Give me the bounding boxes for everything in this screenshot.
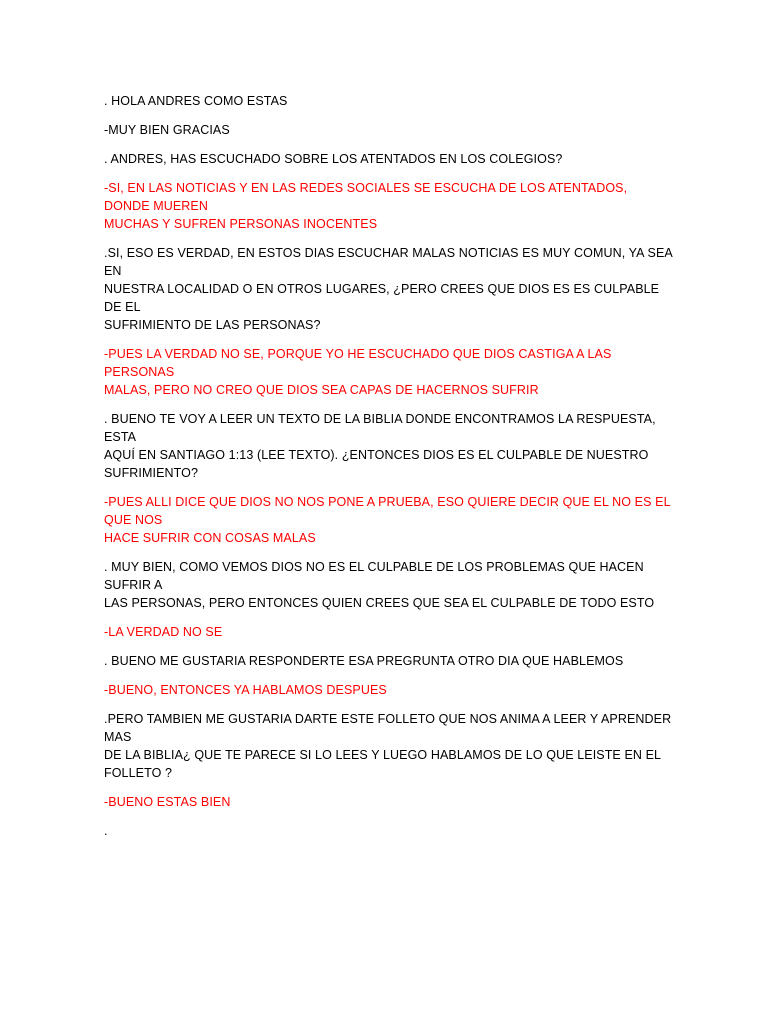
paragraph-greeting: . HOLA ANDRES COMO ESTAS <box>104 94 288 108</box>
paragraph-question-god-culpable: .SI, ESO ES VERDAD, EN ESTOS DIAS ESCUCHAR MALAS NOTICIAS ES MUY COMUN, YA SEA EN NUESTRA LOCALIDAD O EN OTROS LUGARES, ¿PERO CREES QUE DIOS ES ES CULPABLE DE EL SUFRIMIENTO DE LAS PERSONAS? <box>104 246 673 332</box>
paragraph-reply-news: -SI, EN LAS NOTICIAS Y EN LAS REDES SOCIALES SE ESCUCHA DE LOS ATENTADOS, DONDE MUEREN MUCHAS Y SUFREN PERSONAS INOCENTES <box>104 181 628 231</box>
paragraph-trailing-dot: . <box>104 824 108 838</box>
paragraph-reply-test: -PUES ALLI DICE QUE DIOS NO NOS PONE A PRUEBA, ESO QUIERE DECIR QUE EL NO ES EL QUE NOS HACE SUFRIR CON COSAS MALAS <box>104 495 671 545</box>
paragraph-reply-thanks: -MUY BIEN GRACIAS <box>104 123 230 137</box>
paragraph-reply-ok: -BUENO ESTAS BIEN <box>104 795 231 809</box>
paragraph-brochure: .PERO TAMBIEN ME GUSTARIA DARTE ESTE FOLLETO QUE NOS ANIMA A LEER Y APRENDER MAS DE LA BIBLIA¿ QUE TE PARECE SI LO LEES Y LUEGO HABLAMOS DE LO QUE LEISTE EN EL FOLLETO ? <box>104 712 672 780</box>
paragraph-who-is-culpable: . MUY BIEN, COMO VEMOS DIOS NO ES EL CULPABLE DE LOS PROBLEMAS QUE HACEN SUFRIR A LAS PERSONAS, PERO ENTONCES QUIEN CREES QUE SEA EL CULPABLE DE TODO ESTO <box>104 560 655 610</box>
paragraph-answer-later: . BUENO ME GUSTARIA RESPONDERTE ESA PREGRUNTA OTRO DIA QUE HABLEMOS <box>104 654 624 668</box>
paragraph-reply-truth: -LA VERDAD NO SE <box>104 625 223 639</box>
paragraph-reply-talk-later: -BUENO, ENTONCES YA HABLAMOS DESPUES <box>104 683 387 697</box>
paragraph-question-attacks: . ANDRES, HAS ESCUCHADO SOBRE LOS ATENTADOS EN LOS COLEGIOS? <box>104 152 563 166</box>
document-page <box>104 92 674 851</box>
paragraph-bible-text: . BUENO TE VOY A LEER UN TEXTO DE LA BIBLIA DONDE ENCONTRAMOS LA RESPUESTA, ESTA AQUÍ EN SANTIAGO 1:13 (LEE TEXTO). ¿ENTONCES DIOS ES EL CULPABLE DE NUESTRO SUFRIMIENTO? <box>104 412 656 480</box>
paragraph-reply-dont-know: -PUES LA VERDAD NO SE, PORQUE YO HE ESCUCHADO QUE DIOS CASTIGA A LAS PERSONAS MALAS, PERO NO CREO QUE DIOS SEA CAPAS DE HACERNOS SUFRIR <box>104 347 612 397</box>
